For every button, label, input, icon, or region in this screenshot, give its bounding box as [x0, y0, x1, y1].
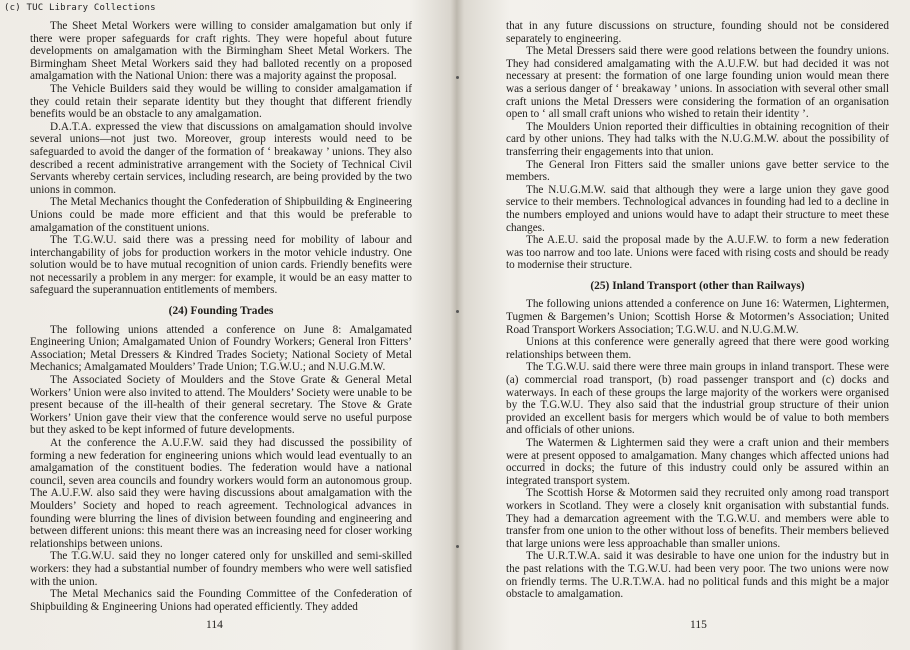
- paragraph-continued: that in any future discussions on structure, founding should not be considered separately to engineering.: [506, 20, 889, 45]
- paragraph: The U.R.T.W.A. said it was desirable to have one union for the industry but in the past relations with the T.G.W.U. had been very poor. The two unions were now on friendly terms. The U.R.T.W.A. had no political funds and this might be a major obstacle to amalgamation.: [506, 550, 889, 601]
- paragraph: The Associated Society of Moulders and the Stove Grate & General Metal Workers’ Union were also invited to attend. The Moulders’ Society were unable to be present because of the ill-health of their general secretary. The Stove & Grate Workers’ Union gave their view that the conference would serve no useful purpose but they asked to be kept informed of future developments.: [30, 374, 412, 437]
- paragraph: The Sheet Metal Workers were willing to consider amalgamation but only if there were proper safeguards for craft rights. They were hopeful about future developments on amalgamation with the Birmingham Sheet Metal Workers. The Birmingham Sheet Metal Workers said they had balloted recently on a proposed amalgamation with the National Union: there was a majority against the proposal.: [30, 20, 412, 83]
- paragraph: The T.G.W.U. said there were three main groups in inland transport. These were (a) commercial road transport, (b) road passenger transport and (c) docks and waterways. In each of these groups the large majority of the workers were organised by the T.G.W.U. They also said that the industrial group structure of their union provided an excellent basis for mergers which would be of value to both members and officials of other unions.: [506, 361, 889, 437]
- watermark: (c) TUC Library Collections: [4, 3, 156, 13]
- paragraph: The Metal Mechanics thought the Confederation of Shipbuilding & Engineering Unions could be made more efficient and that this would be preferable to amalgamation of the constituent unions.: [30, 196, 412, 234]
- paragraph: The Metal Mechanics said the Founding Committee of the Confederation of Shipbuilding & Engineering Unions had operated efficiently. They added: [30, 588, 412, 613]
- page-number-left: 114: [206, 619, 223, 631]
- paragraph: The Metal Dressers said there were good relations between the foundry unions. They had considered amalgamating with the A.U.F.W. but had decided it was not necessary at present: the formation of one large founding union would mean there was a serious danger of ‘ breakaway ’ unions. In association with several other small craft unions the Metal Dressers were considering the formation of an organisation open to ‘ all small craft unions who wished to retain their identity ’.: [506, 45, 889, 121]
- paragraph: The following unions attended a conference on June 16: Watermen, Lightermen, Tugmen & Bargemen’s Union; Scottish Horse & Motormen’s Association; United Road Transport Workers Association; T.G.W.U. and N.U.G.M.W.: [506, 298, 889, 336]
- paragraph: The following unions attended a conference on June 8: Amalgamated Engineering Union; Amalgamated Union of Foundry Workers; General Iron Fitters’ Association; Metal Dressers & Kindred Trades Society; National Society of Metal Mechanics; Amalgamated Moulders’ Trade Union; T.G.W.U.; and N.U.G.M.W.: [30, 323, 412, 374]
- binding-mark: [456, 310, 459, 313]
- paragraph: The T.G.W.U. said there was a pressing need for mobility of labour and interchangability of jobs for production workers in the motor vehicle industry. One solution would be to have mutual recognition of union cards. Friendly benefits were not necessarily a problem in any merger: for example, it would be an easy matter to safeguard the superannuation entitlements of members.: [30, 234, 412, 297]
- paragraph: Unions at this conference were generally agreed that there were good working relationships between them.: [506, 336, 889, 361]
- paragraph: The Vehicle Builders said they would be willing to consider amalgamation if they could retain their separate identity but they thought that different friendly benefits would be an obstacle to any amalgamation.: [30, 82, 412, 121]
- paragraph: The Scottish Horse & Motormen said they recruited only among road transport workers in Scotland. They were a closely knit organisation with substantial funds. They had a demarcation agreement with the T.G.W.U. and members were able to transfer from one union to the other without loss of benefits. Their members believed that large unions were less approachable than smaller unions.: [506, 487, 889, 550]
- section-heading: (25) Inland Transport (other than Railways): [590, 279, 805, 292]
- paragraph: D.A.T.A. expressed the view that discussions on amalgamation should involve several unions—not just two. Moreover, group interests would need to be safeguarded to avoid the danger of the formation of ‘ breakaway ’ unions. They also described a recent administrative arrangement with the Society of Technical Civil Servants whereby certain services, including research, are being provided by the two unions in common.: [30, 120, 412, 196]
- paragraph: The A.E.U. said the proposal made by the A.U.F.W. to form a new federation was too narrow and too late. Unions were faced with rising costs and should be ready to modernise their structure.: [506, 234, 889, 272]
- paragraph: The General Iron Fitters said the smaller unions gave better service to the members.: [506, 158, 889, 184]
- paragraph: The N.U.G.M.W. said that although they were a large union they gave good service to their members. Technological advances in founding had led to a decline in the numbers employed and unions would have to adapt their structure to meet these changes.: [506, 183, 889, 234]
- binding-mark: [456, 76, 459, 79]
- binding-mark: [456, 545, 459, 548]
- paragraph: The T.G.W.U. said they no longer catered only for unskilled and semi-skilled workers: they had a substantial number of foundry members who were well satisfied with the union.: [30, 550, 412, 588]
- right-page: [506, 20, 889, 601]
- left-page: [30, 20, 412, 613]
- paragraph: At the conference the A.U.F.W. said they had discussed the possibility of forming a new federation for engineering unions which would lead eventually to an amalgamation of the constituent bodies. The federation would have a national council, seven area councils and foundry workers would form an autonomous group. The A.U.F.W. also said they were having discussions about amalgamation with the Moulders’ Society and hoped to reach agreement. Technological advances in founding were blurring the lines of division between founding and engineering and between different unions: this meant there was an increasing need for closer working relationships between unions.: [30, 437, 412, 550]
- paragraph: The Moulders Union reported their difficulties in obtaining recognition of their card by other unions. They had talks with the N.U.G.M.W. about the possibility of transferring their engagements into that union.: [506, 120, 889, 158]
- section-heading: (24) Founding Trades: [168, 305, 274, 318]
- page-number-right: 115: [690, 619, 707, 631]
- paragraph: The Watermen & Lightermen said they were a craft union and their members were at present opposed to amalgamation. Many changes which affected unions had occurred in docks; the future of this industry could only be assured within an integrated transport system.: [506, 437, 889, 487]
